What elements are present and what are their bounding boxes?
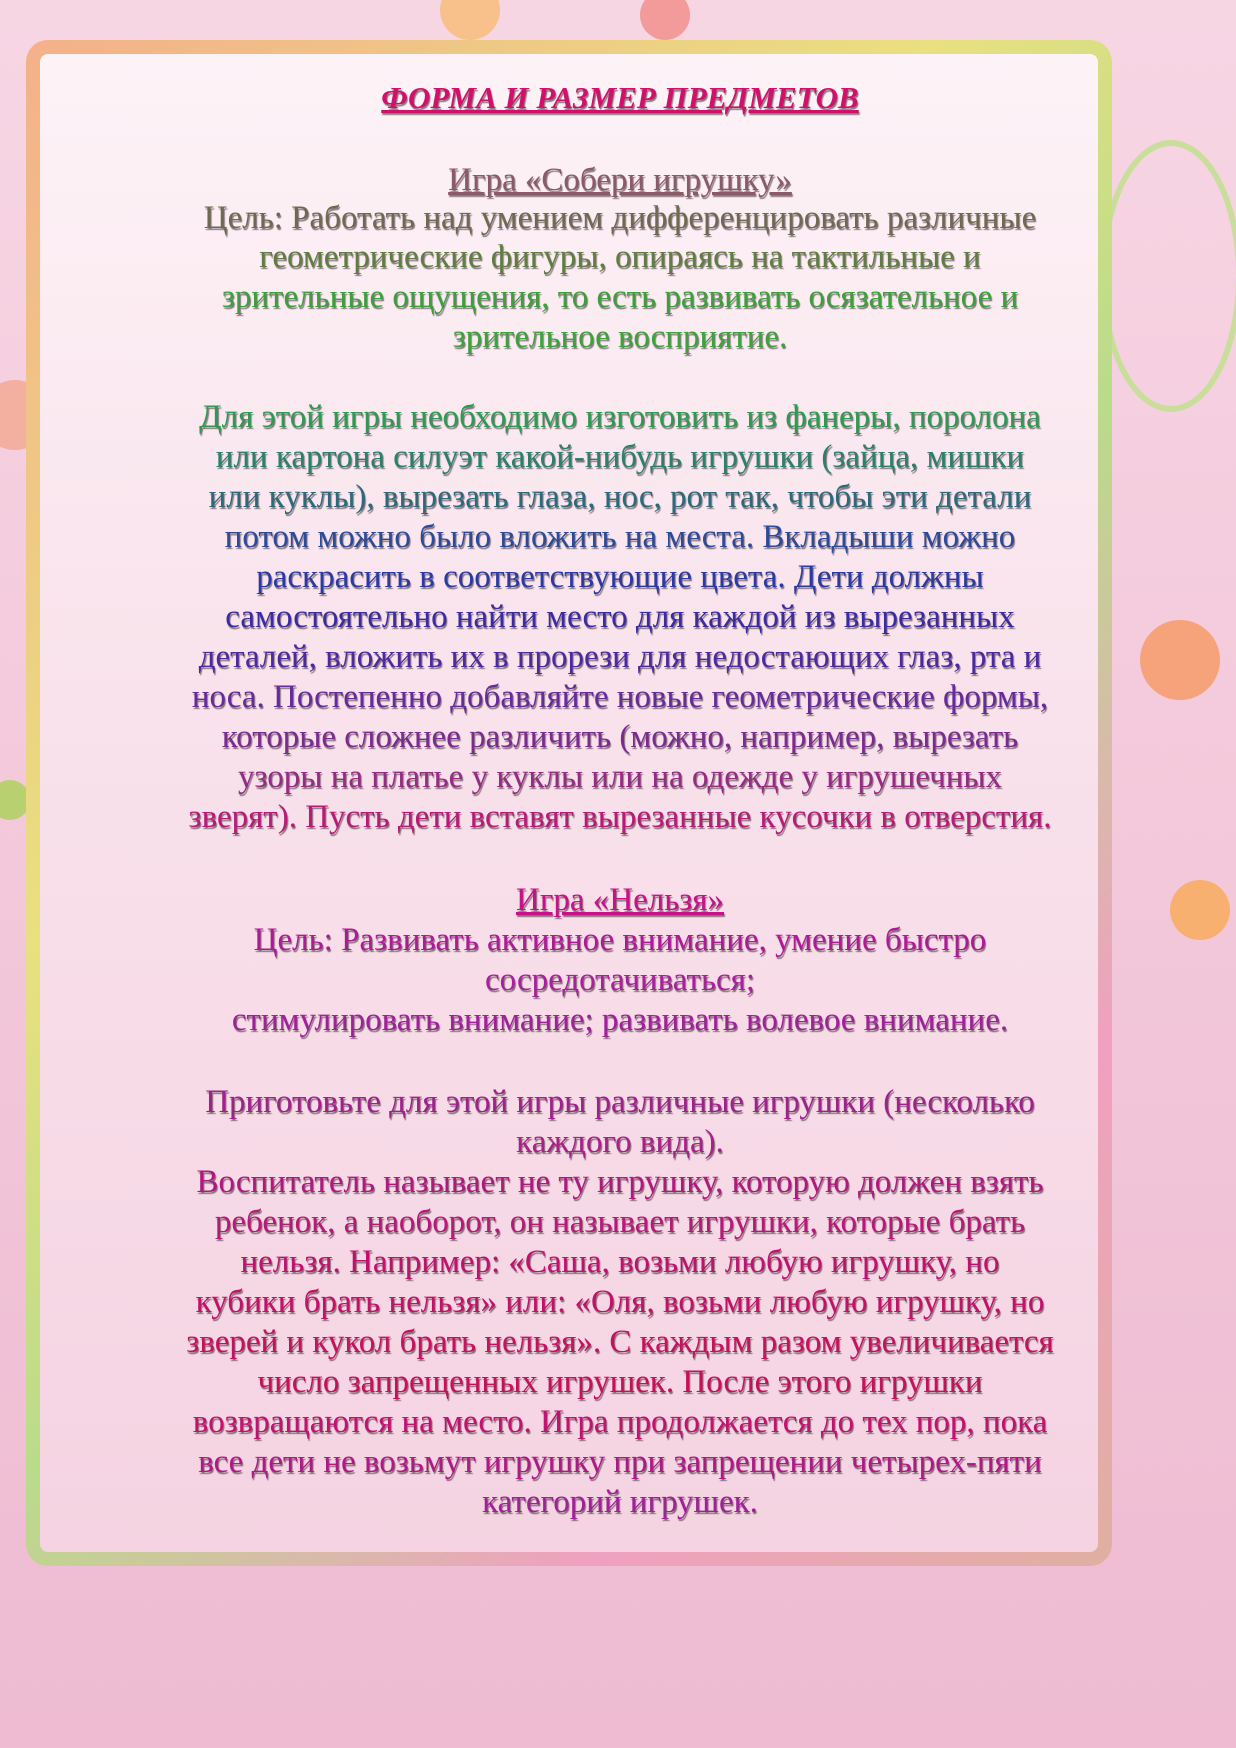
- game2-body-line: категорий игрушек.: [482, 1484, 758, 1520]
- page-title: ФОРМА И РАЗМЕР ПРЕДМЕТОВ: [381, 80, 859, 115]
- game1-body-line: узоры на платье у куклы или на одежде у игрушечных: [237, 759, 1003, 795]
- game2-goal-line: стимулировать внимание; развивать волевое внимание.: [231, 1002, 1009, 1038]
- game2-body-line: каждого вида).: [516, 1124, 724, 1160]
- game1-body-line: раскрасить в соответствующие цвета. Дети должны: [256, 559, 984, 595]
- game2-body-line: возвращаются на место. Игра продолжается до тех пор, пока: [192, 1404, 1048, 1440]
- game2-body-line: Воспитатель называет не ту игрушку, которую должен взять: [196, 1164, 1044, 1200]
- game2-goal-line: сосредотачиваться;: [485, 962, 755, 998]
- game2-body-line: число запрещенных игрушек. После этого игрушки: [257, 1364, 983, 1400]
- game2-body-line: все дети не возьмут игрушку при запрещении четырех-пяти: [198, 1444, 1042, 1480]
- game2-body-line: кубики брать нельзя» или: «Оля, возьми любую игрушку, но: [195, 1284, 1045, 1320]
- flower-decoration: [640, 0, 690, 40]
- game1-body-line: которые сложнее различить (можно, например, вырезать: [221, 719, 1019, 755]
- game1-body-line: самостоятельно найти место для каждой из вырезанных: [225, 599, 1015, 635]
- game1-body-line: или картона силуэт какой-нибудь игрушки (зайца, мишки: [215, 439, 1025, 475]
- game2-body-line: Приготовьте для этой игры различные игрушки (несколько: [205, 1084, 1035, 1120]
- game2-heading: Игра «Нельзя»: [516, 882, 724, 918]
- game2-body-line: нельзя. Например: «Саша, возьми любую игрушку, но: [240, 1244, 1000, 1280]
- game2-body-line: зверей и кукол брать нельзя». С каждым разом увеличивается: [186, 1324, 1054, 1360]
- game1-body-line: зверят). Пусть дети вставят вырезанные кусочки в отверстия.: [188, 799, 1052, 835]
- flower-decoration: [440, 0, 500, 40]
- game1-goal-line: Цель: Работать над умением дифференцировать различные: [203, 200, 1037, 236]
- game2-body-line: ребенок, а наоборот, он называет игрушки, которые брать: [214, 1204, 1026, 1240]
- game1-body-line: деталей, вложить их в прорези для недостающих глаз, рта и: [198, 639, 1042, 675]
- game1-body-line: или куклы), вырезать глаза, нос, рот так, чтобы эти детали: [208, 479, 1032, 515]
- game2-goal-line: Цель: Развивать активное внимание, умение быстро: [253, 922, 987, 958]
- game1-body-line: Для этой игры необходимо изготовить из фанеры, поролона: [199, 399, 1041, 435]
- game1-body-line: носа. Постепенно добавляйте новые геометрические формы,: [191, 679, 1049, 715]
- game1-body-line: потом можно было вложить на места. Вкладыши можно: [224, 519, 1016, 555]
- game1-heading: Игра «Собери игрушку»: [448, 162, 792, 198]
- game1-goal-line: зрительное восприятие.: [452, 319, 788, 355]
- game1-goal-line: зрительные ощущения, то есть развивать осязательное и: [221, 279, 1019, 315]
- game1-goal-line: геометрические фигуры, опираясь на тактильные и: [259, 239, 981, 275]
